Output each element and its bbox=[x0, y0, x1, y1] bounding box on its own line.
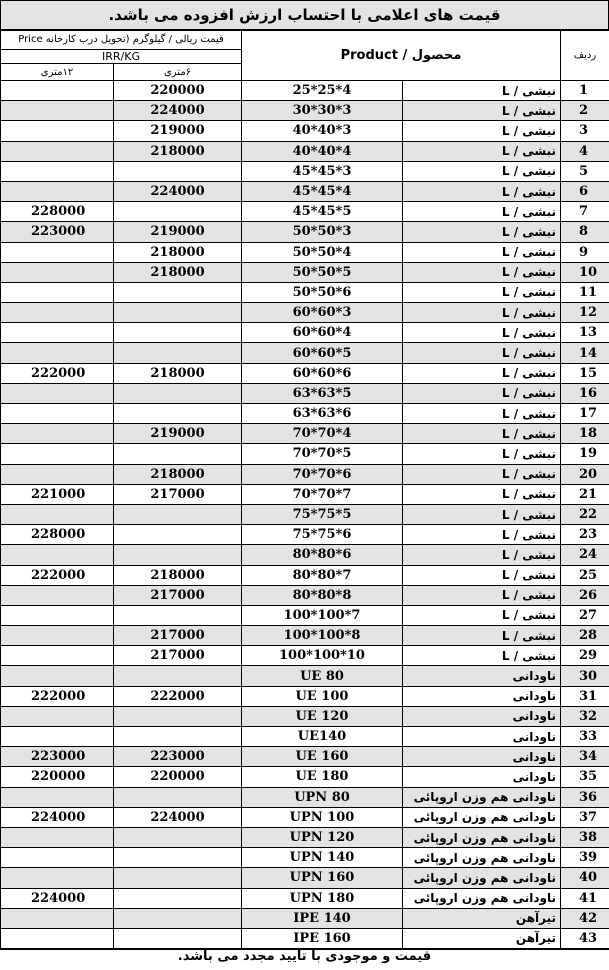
price-6m-cell: 218000 bbox=[114, 565, 242, 585]
row-index-cell: 36 bbox=[561, 787, 609, 807]
price-6m-cell: 217000 bbox=[114, 585, 242, 605]
table-row bbox=[1, 81, 609, 101]
table-row bbox=[1, 848, 609, 868]
table-row bbox=[1, 484, 609, 504]
price-6m-cell bbox=[114, 303, 242, 323]
product-type-cell: نبشی / L bbox=[403, 202, 561, 222]
row-index-cell: 17 bbox=[561, 404, 609, 424]
price-6m-cell bbox=[114, 323, 242, 343]
product-size-cell: 60*60*3 bbox=[242, 303, 403, 323]
table-row bbox=[1, 101, 609, 121]
price-12m-cell bbox=[1, 444, 114, 464]
price-12m-cell bbox=[1, 464, 114, 484]
row-index-cell: 2 bbox=[561, 101, 609, 121]
price-6m-cell bbox=[114, 666, 242, 686]
table-row bbox=[1, 222, 609, 242]
row-index-cell: 25 bbox=[561, 565, 609, 585]
price-12m-cell bbox=[1, 262, 114, 282]
table-row bbox=[1, 464, 609, 484]
price-6m-cell bbox=[114, 787, 242, 807]
table-row bbox=[1, 646, 609, 666]
price-rows bbox=[1, 81, 609, 949]
price-12m-cell bbox=[1, 646, 114, 666]
price-6m-cell bbox=[114, 908, 242, 928]
table-row bbox=[1, 565, 609, 585]
row-index-cell: 5 bbox=[561, 161, 609, 181]
row-index-cell: 28 bbox=[561, 626, 609, 646]
price-12m-cell: 220000 bbox=[1, 767, 114, 787]
price-12m-cell bbox=[1, 404, 114, 424]
price-12m-cell bbox=[1, 706, 114, 726]
row-index-cell: 23 bbox=[561, 525, 609, 545]
price-6m-cell bbox=[114, 868, 242, 888]
product-size-cell: 60*60*6 bbox=[242, 363, 403, 383]
product-size-cell: IPE 160 bbox=[242, 928, 403, 948]
table-row bbox=[1, 585, 609, 605]
product-size-cell: UPN 180 bbox=[242, 888, 403, 908]
product-type-cell: ناودانی bbox=[403, 666, 561, 686]
table-row bbox=[1, 343, 609, 363]
product-type-cell: ناودانی bbox=[403, 767, 561, 787]
price-6m-cell bbox=[114, 161, 242, 181]
product-size-cell: 100*100*8 bbox=[242, 626, 403, 646]
row-index-cell: 37 bbox=[561, 807, 609, 827]
product-size-cell: 63*63*6 bbox=[242, 404, 403, 424]
price-12m-cell: 222000 bbox=[1, 686, 114, 706]
product-size-cell: UE 100 bbox=[242, 686, 403, 706]
table-row bbox=[1, 181, 609, 201]
price-6m-cell bbox=[114, 202, 242, 222]
column-12m-header: ۱۲متری bbox=[1, 64, 114, 81]
index-header: ردیف bbox=[561, 31, 609, 81]
product-type-cell: نبشی / L bbox=[403, 585, 561, 605]
row-index-cell: 27 bbox=[561, 605, 609, 625]
row-index-cell: 30 bbox=[561, 666, 609, 686]
price-12m-cell bbox=[1, 504, 114, 524]
product-size-cell: 70*70*7 bbox=[242, 484, 403, 504]
price-12m-cell: 222000 bbox=[1, 565, 114, 585]
price-12m-cell bbox=[1, 181, 114, 201]
product-type-cell: نبشی / L bbox=[403, 626, 561, 646]
price-6m-cell bbox=[114, 343, 242, 363]
price-6m-cell: 220000 bbox=[114, 767, 242, 787]
product-type-cell: نبشی / L bbox=[403, 565, 561, 585]
row-index-cell: 39 bbox=[561, 848, 609, 868]
product-size-cell: 45*45*4 bbox=[242, 181, 403, 201]
price-6m-cell: 217000 bbox=[114, 626, 242, 646]
price-12m-cell bbox=[1, 626, 114, 646]
product-size-cell: 60*60*5 bbox=[242, 343, 403, 363]
table-row bbox=[1, 747, 609, 767]
product-type-cell: ناودانی هم وزن اروپائی bbox=[403, 888, 561, 908]
product-type-cell: ناودانی bbox=[403, 747, 561, 767]
price-12m-cell bbox=[1, 101, 114, 121]
price-6m-cell: 217000 bbox=[114, 646, 242, 666]
price-6m-cell: 217000 bbox=[114, 484, 242, 504]
table-row bbox=[1, 827, 609, 847]
product-type-cell: نبشی / L bbox=[403, 141, 561, 161]
table-row bbox=[1, 767, 609, 787]
product-type-cell: تیرآهن bbox=[403, 928, 561, 948]
price-6m-cell bbox=[114, 545, 242, 565]
row-index-cell: 21 bbox=[561, 484, 609, 504]
price-12m-cell: 222000 bbox=[1, 363, 114, 383]
row-index-cell: 40 bbox=[561, 868, 609, 888]
product-type-cell: نبشی / L bbox=[403, 424, 561, 444]
row-index-cell: 3 bbox=[561, 121, 609, 141]
table-row bbox=[1, 161, 609, 181]
price-caption: قیمت ریالی / گیلوگرم (تحویل درب کارخانه Price bbox=[1, 31, 242, 50]
product-type-cell: نبشی / L bbox=[403, 262, 561, 282]
table-row bbox=[1, 868, 609, 888]
table-row bbox=[1, 363, 609, 383]
row-index-cell: 6 bbox=[561, 181, 609, 201]
price-12m-cell bbox=[1, 827, 114, 847]
product-size-cell: 60*60*4 bbox=[242, 323, 403, 343]
price-12m-cell bbox=[1, 545, 114, 565]
table-row bbox=[1, 928, 609, 948]
product-type-cell: نبشی / L bbox=[403, 343, 561, 363]
row-index-cell: 16 bbox=[561, 383, 609, 403]
price-12m-cell: 228000 bbox=[1, 525, 114, 545]
price-12m-cell bbox=[1, 848, 114, 868]
product-type-cell: نبشی / L bbox=[403, 363, 561, 383]
product-size-cell: 75*75*6 bbox=[242, 525, 403, 545]
price-6m-cell: 223000 bbox=[114, 747, 242, 767]
table-row bbox=[1, 727, 609, 747]
product-type-cell: نبشی / L bbox=[403, 121, 561, 141]
row-index-cell: 31 bbox=[561, 686, 609, 706]
product-size-cell: 40*40*4 bbox=[242, 141, 403, 161]
product-type-cell: نبشی / L bbox=[403, 605, 561, 625]
table-row bbox=[1, 383, 609, 403]
row-index-cell: 15 bbox=[561, 363, 609, 383]
price-12m-cell bbox=[1, 908, 114, 928]
row-index-cell: 4 bbox=[561, 141, 609, 161]
product-type-cell: نبشی / L bbox=[403, 81, 561, 101]
row-index-cell: 1 bbox=[561, 81, 609, 101]
table-row bbox=[1, 262, 609, 282]
row-index-cell: 20 bbox=[561, 464, 609, 484]
price-6m-cell: 222000 bbox=[114, 686, 242, 706]
product-size-cell: 50*50*6 bbox=[242, 282, 403, 302]
price-6m-cell: 224000 bbox=[114, 101, 242, 121]
price-12m-cell bbox=[1, 141, 114, 161]
price-table bbox=[0, 30, 609, 949]
row-index-cell: 19 bbox=[561, 444, 609, 464]
table-row bbox=[1, 504, 609, 524]
product-type-cell: نبشی / L bbox=[403, 282, 561, 302]
price-12m-cell: 228000 bbox=[1, 202, 114, 222]
product-size-cell: UPN 100 bbox=[242, 807, 403, 827]
price-12m-cell: 223000 bbox=[1, 222, 114, 242]
row-index-cell: 26 bbox=[561, 585, 609, 605]
price-6m-cell: 220000 bbox=[114, 81, 242, 101]
price-12m-cell: 223000 bbox=[1, 747, 114, 767]
product-type-cell: نبشی / L bbox=[403, 161, 561, 181]
price-12m-cell bbox=[1, 161, 114, 181]
row-index-cell: 14 bbox=[561, 343, 609, 363]
table-row bbox=[1, 686, 609, 706]
product-size-cell: 63*63*5 bbox=[242, 383, 403, 403]
product-type-cell: ناودانی bbox=[403, 727, 561, 747]
table-row bbox=[1, 807, 609, 827]
product-type-cell: نبشی / L bbox=[403, 383, 561, 403]
price-12m-cell bbox=[1, 383, 114, 403]
row-index-cell: 41 bbox=[561, 888, 609, 908]
product-type-cell: ناودانی bbox=[403, 686, 561, 706]
price-12m-cell bbox=[1, 787, 114, 807]
product-size-cell: UPN 160 bbox=[242, 868, 403, 888]
price-6m-cell: 218000 bbox=[114, 242, 242, 262]
table-row bbox=[1, 787, 609, 807]
product-size-cell: 25*25*4 bbox=[242, 81, 403, 101]
row-index-cell: 9 bbox=[561, 242, 609, 262]
product-type-cell: نبشی / L bbox=[403, 222, 561, 242]
row-index-cell: 43 bbox=[561, 928, 609, 948]
row-index-cell: 7 bbox=[561, 202, 609, 222]
table-row bbox=[1, 141, 609, 161]
price-6m-cell: 219000 bbox=[114, 424, 242, 444]
table-row bbox=[1, 121, 609, 141]
price-12m-cell bbox=[1, 242, 114, 262]
row-index-cell: 11 bbox=[561, 282, 609, 302]
price-6m-cell bbox=[114, 827, 242, 847]
price-6m-cell bbox=[114, 383, 242, 403]
price-12m-cell bbox=[1, 666, 114, 686]
product-type-cell: ناودانی هم وزن اروپائی bbox=[403, 827, 561, 847]
product-size-cell: 50*50*5 bbox=[242, 262, 403, 282]
row-index-cell: 13 bbox=[561, 323, 609, 343]
row-index-cell: 10 bbox=[561, 262, 609, 282]
table-row bbox=[1, 666, 609, 686]
product-size-cell: 70*70*6 bbox=[242, 464, 403, 484]
table-row bbox=[1, 908, 609, 928]
price-12m-cell bbox=[1, 323, 114, 343]
row-index-cell: 24 bbox=[561, 545, 609, 565]
product-size-cell: 40*40*3 bbox=[242, 121, 403, 141]
price-6m-cell bbox=[114, 404, 242, 424]
column-6m-header: ۶متری bbox=[114, 64, 242, 81]
price-12m-cell: 224000 bbox=[1, 807, 114, 827]
price-6m-cell bbox=[114, 525, 242, 545]
product-type-cell: نبشی / L bbox=[403, 525, 561, 545]
table-row bbox=[1, 626, 609, 646]
price-12m-cell bbox=[1, 424, 114, 444]
row-index-cell: 22 bbox=[561, 504, 609, 524]
price-12m-cell bbox=[1, 727, 114, 747]
product-type-cell: ناودانی هم وزن اروپائی bbox=[403, 807, 561, 827]
footer-note: قیمت و موجودی با تایید مجدد می باشد. bbox=[0, 949, 609, 964]
price-12m-cell bbox=[1, 81, 114, 101]
product-type-cell: نبشی / L bbox=[403, 646, 561, 666]
product-type-cell: نبشی / L bbox=[403, 545, 561, 565]
row-index-cell: 38 bbox=[561, 827, 609, 847]
product-type-cell: نبشی / L bbox=[403, 181, 561, 201]
product-size-cell: IPE 140 bbox=[242, 908, 403, 928]
row-index-cell: 18 bbox=[561, 424, 609, 444]
price-12m-cell: 224000 bbox=[1, 888, 114, 908]
price-6m-cell: 224000 bbox=[114, 181, 242, 201]
price-6m-cell: 218000 bbox=[114, 363, 242, 383]
product-type-cell: نبشی / L bbox=[403, 101, 561, 121]
table-row bbox=[1, 323, 609, 343]
product-type-cell: ناودانی هم وزن اروپائی bbox=[403, 868, 561, 888]
price-12m-cell bbox=[1, 928, 114, 948]
page-title: قیمت های اعلامی با احتساب ارزش افزوده می باشد. bbox=[0, 0, 609, 30]
price-unit: IRR/KG bbox=[1, 50, 242, 64]
product-size-cell: 50*50*4 bbox=[242, 242, 403, 262]
price-6m-cell bbox=[114, 888, 242, 908]
product-size-cell: 45*45*3 bbox=[242, 161, 403, 181]
product-size-cell: 100*100*7 bbox=[242, 605, 403, 625]
price-6m-cell bbox=[114, 444, 242, 464]
price-12m-cell bbox=[1, 343, 114, 363]
product-type-cell: نبشی / L bbox=[403, 464, 561, 484]
table-row bbox=[1, 706, 609, 726]
product-header: Product / محصول bbox=[242, 31, 561, 81]
row-index-cell: 29 bbox=[561, 646, 609, 666]
product-size-cell: 80*80*7 bbox=[242, 565, 403, 585]
row-index-cell: 42 bbox=[561, 908, 609, 928]
price-12m-cell bbox=[1, 585, 114, 605]
price-6m-cell bbox=[114, 928, 242, 948]
table-row bbox=[1, 888, 609, 908]
product-type-cell: ناودانی هم وزن اروپائی bbox=[403, 848, 561, 868]
product-size-cell: UPN 80 bbox=[242, 787, 403, 807]
price-6m-cell: 218000 bbox=[114, 464, 242, 484]
price-6m-cell bbox=[114, 282, 242, 302]
product-size-cell: 50*50*3 bbox=[242, 222, 403, 242]
row-index-cell: 32 bbox=[561, 706, 609, 726]
price-12m-cell bbox=[1, 121, 114, 141]
product-size-cell: UE 180 bbox=[242, 767, 403, 787]
price-12m-cell bbox=[1, 868, 114, 888]
price-6m-cell: 219000 bbox=[114, 121, 242, 141]
product-type-cell: نبشی / L bbox=[403, 242, 561, 262]
product-type-cell: نبشی / L bbox=[403, 303, 561, 323]
table-row bbox=[1, 282, 609, 302]
product-size-cell: 100*100*10 bbox=[242, 646, 403, 666]
product-size-cell: 80*80*8 bbox=[242, 585, 403, 605]
price-12m-cell: 221000 bbox=[1, 484, 114, 504]
table-row bbox=[1, 404, 609, 424]
row-index-cell: 34 bbox=[561, 747, 609, 767]
product-size-cell: 70*70*4 bbox=[242, 424, 403, 444]
product-size-cell: UE 120 bbox=[242, 706, 403, 726]
table-row bbox=[1, 424, 609, 444]
product-type-cell: نبشی / L bbox=[403, 404, 561, 424]
product-type-cell: ناودانی هم وزن اروپائی bbox=[403, 787, 561, 807]
row-index-cell: 35 bbox=[561, 767, 609, 787]
product-size-cell: UPN 140 bbox=[242, 848, 403, 868]
product-type-cell: نبشی / L bbox=[403, 504, 561, 524]
price-6m-cell bbox=[114, 727, 242, 747]
price-6m-cell: 219000 bbox=[114, 222, 242, 242]
table-row bbox=[1, 242, 609, 262]
price-6m-cell: 218000 bbox=[114, 141, 242, 161]
product-size-cell: 45*45*5 bbox=[242, 202, 403, 222]
product-size-cell: UE 80 bbox=[242, 666, 403, 686]
price-12m-cell bbox=[1, 282, 114, 302]
table-row bbox=[1, 303, 609, 323]
product-type-cell: نبشی / L bbox=[403, 484, 561, 504]
price-6m-cell bbox=[114, 706, 242, 726]
price-6m-cell: 218000 bbox=[114, 262, 242, 282]
product-size-cell: UPN 120 bbox=[242, 827, 403, 847]
product-size-cell: UE 160 bbox=[242, 747, 403, 767]
row-index-cell: 8 bbox=[561, 222, 609, 242]
product-type-cell: ناودانی bbox=[403, 706, 561, 726]
table-row bbox=[1, 444, 609, 464]
product-size-cell: 80*80*6 bbox=[242, 545, 403, 565]
table-row bbox=[1, 605, 609, 625]
table-row bbox=[1, 202, 609, 222]
product-type-cell: تیرآهن bbox=[403, 908, 561, 928]
row-index-cell: 33 bbox=[561, 727, 609, 747]
table-row bbox=[1, 525, 609, 545]
price-6m-cell bbox=[114, 504, 242, 524]
product-size-cell: UE140 bbox=[242, 727, 403, 747]
product-size-cell: 75*75*5 bbox=[242, 504, 403, 524]
product-type-cell: نبشی / L bbox=[403, 444, 561, 464]
price-12m-cell bbox=[1, 303, 114, 323]
price-6m-cell bbox=[114, 605, 242, 625]
table-row bbox=[1, 545, 609, 565]
product-size-cell: 70*70*5 bbox=[242, 444, 403, 464]
price-6m-cell bbox=[114, 848, 242, 868]
product-type-cell: نبشی / L bbox=[403, 323, 561, 343]
price-12m-cell bbox=[1, 605, 114, 625]
price-6m-cell: 224000 bbox=[114, 807, 242, 827]
row-index-cell: 12 bbox=[561, 303, 609, 323]
product-size-cell: 30*30*3 bbox=[242, 101, 403, 121]
